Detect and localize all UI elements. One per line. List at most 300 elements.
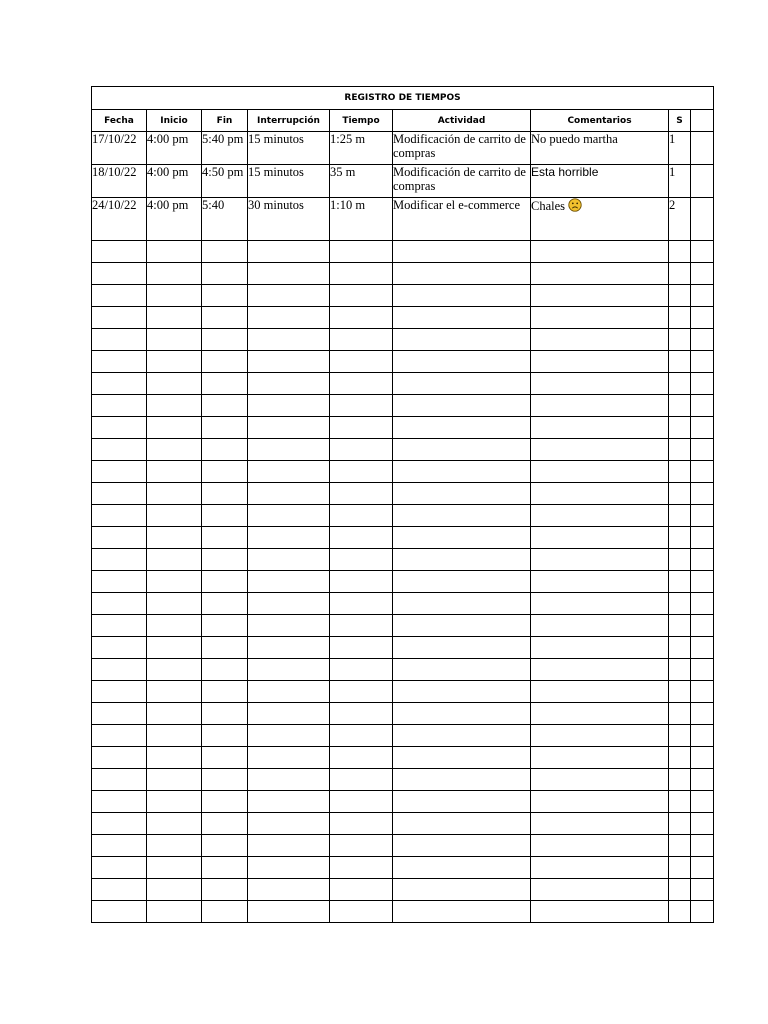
empty-cell: [147, 681, 202, 703]
empty-cell: [202, 483, 248, 505]
empty-row: [92, 769, 714, 791]
cell-actividad: Modificación de carrito de compras: [393, 132, 531, 165]
empty-cell: [531, 483, 669, 505]
empty-cell: [92, 615, 147, 637]
empty-cell: [531, 681, 669, 703]
cell-fin: 5:40 pm: [202, 132, 248, 165]
empty-cell: [202, 241, 248, 263]
empty-cell: [248, 835, 330, 857]
empty-cell: [393, 681, 531, 703]
empty-cell: [531, 527, 669, 549]
empty-cell: [202, 505, 248, 527]
empty-cell: [691, 373, 714, 395]
empty-row: [92, 395, 714, 417]
empty-cell: [531, 505, 669, 527]
cell-fecha: 17/10/22: [92, 132, 147, 165]
empty-row: [92, 439, 714, 461]
empty-cell: [92, 593, 147, 615]
empty-cell: [202, 747, 248, 769]
empty-cell: [248, 461, 330, 483]
empty-row: [92, 571, 714, 593]
empty-cell: [691, 659, 714, 681]
empty-cell: [92, 549, 147, 571]
empty-cell: [248, 285, 330, 307]
empty-row: [92, 307, 714, 329]
empty-cell: [669, 747, 691, 769]
frowning-face-icon: [568, 198, 582, 212]
cell-tiempo: 1:25 m: [330, 132, 393, 165]
empty-cell: [393, 373, 531, 395]
empty-cell: [330, 417, 393, 439]
empty-cell: [330, 659, 393, 681]
empty-cell: [92, 527, 147, 549]
empty-cell: [531, 307, 669, 329]
empty-row: [92, 659, 714, 681]
empty-cell: [691, 527, 714, 549]
empty-cell: [202, 417, 248, 439]
empty-cell: [147, 549, 202, 571]
empty-cell: [393, 571, 531, 593]
empty-cell: [531, 857, 669, 879]
table-title: REGISTRO DE TIEMPOS: [92, 87, 714, 110]
empty-cell: [147, 813, 202, 835]
empty-row: [92, 615, 714, 637]
empty-cell: [531, 835, 669, 857]
header-inicio: Inicio: [147, 110, 202, 132]
header-comentarios: Comentarios: [531, 110, 669, 132]
empty-cell: [92, 263, 147, 285]
empty-cell: [691, 681, 714, 703]
empty-row: [92, 813, 714, 835]
empty-cell: [393, 351, 531, 373]
empty-cell: [147, 769, 202, 791]
empty-row: [92, 901, 714, 923]
empty-cell: [393, 747, 531, 769]
empty-cell: [669, 329, 691, 351]
empty-cell: [92, 813, 147, 835]
empty-cell: [393, 483, 531, 505]
empty-cell: [92, 637, 147, 659]
empty-cell: [330, 703, 393, 725]
table-row: [92, 198, 714, 241]
empty-row: [92, 857, 714, 879]
empty-cell: [393, 307, 531, 329]
empty-cell: [669, 461, 691, 483]
empty-cell: [669, 725, 691, 747]
empty-cell: [691, 395, 714, 417]
empty-cell: [393, 659, 531, 681]
empty-cell: [330, 813, 393, 835]
empty-cell: [202, 307, 248, 329]
empty-cell: [393, 637, 531, 659]
empty-row: [92, 725, 714, 747]
cell-interrupcion: 15 minutos: [248, 132, 330, 165]
empty-cell: [531, 549, 669, 571]
empty-cell: [691, 351, 714, 373]
empty-cell: [393, 769, 531, 791]
empty-cell: [92, 879, 147, 901]
empty-cell: [330, 307, 393, 329]
empty-cell: [147, 879, 202, 901]
empty-cell: [92, 747, 147, 769]
empty-cell: [691, 747, 714, 769]
empty-cell: [691, 901, 714, 923]
empty-cell: [202, 857, 248, 879]
cell-comentarios: Esta horrible: [531, 165, 669, 198]
empty-row: [92, 835, 714, 857]
empty-cell: [330, 241, 393, 263]
empty-cell: [248, 725, 330, 747]
cell-comentarios: No puedo martha: [531, 132, 669, 165]
empty-cell: [330, 615, 393, 637]
empty-cell: [330, 483, 393, 505]
empty-cell: [202, 769, 248, 791]
empty-row: [92, 263, 714, 285]
empty-cell: [669, 659, 691, 681]
empty-cell: [330, 395, 393, 417]
empty-cell: [531, 725, 669, 747]
empty-cell: [691, 505, 714, 527]
empty-cell: [531, 659, 669, 681]
empty-cell: [92, 307, 147, 329]
empty-cell: [531, 791, 669, 813]
empty-cell: [202, 615, 248, 637]
empty-cell: [147, 439, 202, 461]
empty-cell: [147, 241, 202, 263]
empty-cell: [202, 395, 248, 417]
empty-cell: [393, 417, 531, 439]
empty-cell: [531, 417, 669, 439]
empty-cell: [92, 439, 147, 461]
empty-cell: [531, 351, 669, 373]
empty-cell: [147, 395, 202, 417]
empty-cell: [393, 549, 531, 571]
empty-cell: [330, 351, 393, 373]
cell-actividad: Modificar el e-commerce: [393, 198, 531, 241]
empty-cell: [691, 615, 714, 637]
empty-cell: [92, 241, 147, 263]
empty-cell: [248, 549, 330, 571]
empty-cell: [669, 791, 691, 813]
table-row: [92, 132, 714, 165]
empty-cell: [669, 879, 691, 901]
empty-cell: [202, 285, 248, 307]
empty-cell: [248, 615, 330, 637]
empty-row: [92, 791, 714, 813]
empty-cell: [147, 725, 202, 747]
empty-cell: [147, 791, 202, 813]
empty-cell: [330, 329, 393, 351]
empty-cell: [202, 879, 248, 901]
empty-cell: [202, 681, 248, 703]
empty-cell: [147, 593, 202, 615]
empty-cell: [330, 879, 393, 901]
empty-cell: [330, 901, 393, 923]
empty-cell: [147, 857, 202, 879]
empty-cell: [248, 571, 330, 593]
empty-cell: [248, 681, 330, 703]
empty-cell: [202, 329, 248, 351]
empty-cell: [691, 857, 714, 879]
empty-cell: [531, 901, 669, 923]
empty-cell: [531, 615, 669, 637]
empty-cell: [248, 351, 330, 373]
empty-row: [92, 241, 714, 263]
empty-cell: [248, 593, 330, 615]
empty-cell: [393, 791, 531, 813]
empty-cell: [202, 527, 248, 549]
empty-cell: [248, 439, 330, 461]
empty-cell: [531, 593, 669, 615]
empty-cell: [531, 329, 669, 351]
header-fecha: Fecha: [92, 110, 147, 132]
empty-cell: [147, 703, 202, 725]
empty-cell: [147, 461, 202, 483]
empty-cell: [330, 263, 393, 285]
empty-cell: [691, 329, 714, 351]
empty-cell: [393, 439, 531, 461]
empty-cell: [393, 703, 531, 725]
empty-cell: [669, 505, 691, 527]
empty-cell: [669, 769, 691, 791]
empty-cell: [669, 703, 691, 725]
empty-cell: [248, 857, 330, 879]
empty-cell: [669, 637, 691, 659]
empty-cell: [202, 593, 248, 615]
empty-cell: [202, 439, 248, 461]
empty-cell: [691, 835, 714, 857]
empty-cell: [147, 505, 202, 527]
empty-cell: [92, 483, 147, 505]
empty-cell: [531, 439, 669, 461]
empty-cell: [531, 395, 669, 417]
empty-cell: [248, 417, 330, 439]
empty-cell: [202, 549, 248, 571]
empty-cell: [393, 263, 531, 285]
cell-interrupcion: 30 minutos: [248, 198, 330, 241]
empty-cell: [202, 791, 248, 813]
empty-cell: [330, 505, 393, 527]
empty-cell: [92, 681, 147, 703]
empty-cell: [393, 241, 531, 263]
empty-cell: [669, 593, 691, 615]
empty-cell: [393, 835, 531, 857]
empty-cell: [202, 373, 248, 395]
empty-cell: [691, 769, 714, 791]
empty-cell: [147, 373, 202, 395]
empty-cell: [330, 527, 393, 549]
empty-cell: [330, 373, 393, 395]
empty-cell: [691, 703, 714, 725]
header-row: [92, 110, 714, 132]
empty-cell: [92, 417, 147, 439]
header-s: S: [669, 110, 691, 132]
empty-cell: [248, 373, 330, 395]
empty-row: [92, 285, 714, 307]
empty-cell: [92, 769, 147, 791]
empty-cell: [330, 725, 393, 747]
empty-cell: [92, 285, 147, 307]
empty-cell: [669, 263, 691, 285]
empty-cell: [669, 615, 691, 637]
empty-cell: [393, 615, 531, 637]
empty-cell: [147, 527, 202, 549]
empty-row: [92, 681, 714, 703]
cell-interrupcion: 15 minutos: [248, 165, 330, 198]
empty-cell: [669, 813, 691, 835]
empty-row: [92, 747, 714, 769]
empty-cell: [248, 307, 330, 329]
empty-cell: [669, 417, 691, 439]
empty-cell: [330, 593, 393, 615]
empty-cell: [147, 659, 202, 681]
empty-cell: [393, 901, 531, 923]
empty-cell: [531, 637, 669, 659]
empty-cell: [669, 439, 691, 461]
empty-cell: [147, 483, 202, 505]
cell-extra: [691, 165, 714, 198]
empty-cell: [92, 791, 147, 813]
comment-text: Chales: [531, 199, 566, 213]
empty-cell: [691, 791, 714, 813]
empty-cell: [202, 461, 248, 483]
empty-cell: [330, 439, 393, 461]
empty-cell: [669, 351, 691, 373]
empty-cell: [147, 329, 202, 351]
empty-cell: [691, 637, 714, 659]
empty-row: [92, 505, 714, 527]
empty-cell: [691, 549, 714, 571]
empty-cell: [202, 659, 248, 681]
empty-cell: [669, 527, 691, 549]
cell-fecha: 18/10/22: [92, 165, 147, 198]
cell-s: 2: [669, 198, 691, 241]
empty-row: [92, 879, 714, 901]
empty-cell: [669, 285, 691, 307]
empty-cell: [248, 483, 330, 505]
empty-cell: [248, 637, 330, 659]
empty-row: [92, 527, 714, 549]
empty-cell: [669, 307, 691, 329]
header-interrupcion: Interrupción: [248, 110, 330, 132]
empty-cell: [330, 791, 393, 813]
empty-cell: [330, 769, 393, 791]
empty-cell: [92, 901, 147, 923]
empty-row: [92, 351, 714, 373]
empty-cell: [393, 725, 531, 747]
empty-cell: [393, 857, 531, 879]
empty-cell: [92, 329, 147, 351]
cell-tiempo: 1:10 m: [330, 198, 393, 241]
empty-cell: [147, 637, 202, 659]
empty-cell: [248, 747, 330, 769]
cell-inicio: 4:00 pm: [147, 165, 202, 198]
empty-cell: [202, 901, 248, 923]
empty-cell: [147, 747, 202, 769]
empty-cell: [147, 571, 202, 593]
cell-s: 1: [669, 132, 691, 165]
empty-cell: [669, 901, 691, 923]
empty-cell: [531, 241, 669, 263]
empty-row: [92, 549, 714, 571]
empty-cell: [248, 791, 330, 813]
empty-cell: [691, 461, 714, 483]
empty-cell: [147, 307, 202, 329]
empty-cell: [147, 285, 202, 307]
empty-cell: [669, 241, 691, 263]
empty-cell: [393, 879, 531, 901]
empty-cell: [248, 505, 330, 527]
cell-s: 1: [669, 165, 691, 198]
cell-actividad: Modificación de carrito de compras: [393, 165, 531, 198]
empty-row: [92, 417, 714, 439]
empty-cell: [330, 835, 393, 857]
empty-cell: [691, 813, 714, 835]
empty-cell: [691, 593, 714, 615]
empty-cell: [330, 461, 393, 483]
empty-cell: [531, 769, 669, 791]
empty-cell: [330, 549, 393, 571]
empty-cell: [248, 329, 330, 351]
empty-cell: [531, 813, 669, 835]
empty-cell: [330, 285, 393, 307]
cell-inicio: 4:00 pm: [147, 198, 202, 241]
empty-cell: [92, 725, 147, 747]
empty-cell: [330, 637, 393, 659]
empty-cell: [531, 285, 669, 307]
empty-cell: [202, 813, 248, 835]
empty-cell: [531, 461, 669, 483]
empty-cell: [330, 571, 393, 593]
empty-cell: [248, 703, 330, 725]
empty-row: [92, 703, 714, 725]
empty-cell: [691, 285, 714, 307]
empty-cell: [393, 461, 531, 483]
empty-cell: [531, 879, 669, 901]
empty-row: [92, 637, 714, 659]
empty-cell: [691, 725, 714, 747]
cell-fin: 5:40: [202, 198, 248, 241]
header-actividad: Actividad: [393, 110, 531, 132]
empty-row: [92, 373, 714, 395]
empty-cell: [393, 505, 531, 527]
empty-row: [92, 461, 714, 483]
empty-cell: [248, 263, 330, 285]
empty-cell: [147, 615, 202, 637]
empty-cell: [669, 681, 691, 703]
empty-cell: [202, 351, 248, 373]
empty-cell: [92, 505, 147, 527]
empty-cell: [248, 901, 330, 923]
empty-cell: [669, 395, 691, 417]
empty-cell: [202, 703, 248, 725]
empty-cell: [202, 725, 248, 747]
empty-cell: [92, 373, 147, 395]
empty-cell: [691, 263, 714, 285]
empty-cell: [393, 593, 531, 615]
empty-cell: [691, 241, 714, 263]
empty-cell: [669, 857, 691, 879]
empty-cell: [202, 835, 248, 857]
empty-cell: [248, 879, 330, 901]
empty-cell: [393, 395, 531, 417]
empty-cell: [393, 285, 531, 307]
header-tiempo: Tiempo: [330, 110, 393, 132]
empty-cell: [202, 637, 248, 659]
table-row: [92, 165, 714, 198]
empty-cell: [691, 879, 714, 901]
cell-inicio: 4:00 pm: [147, 132, 202, 165]
